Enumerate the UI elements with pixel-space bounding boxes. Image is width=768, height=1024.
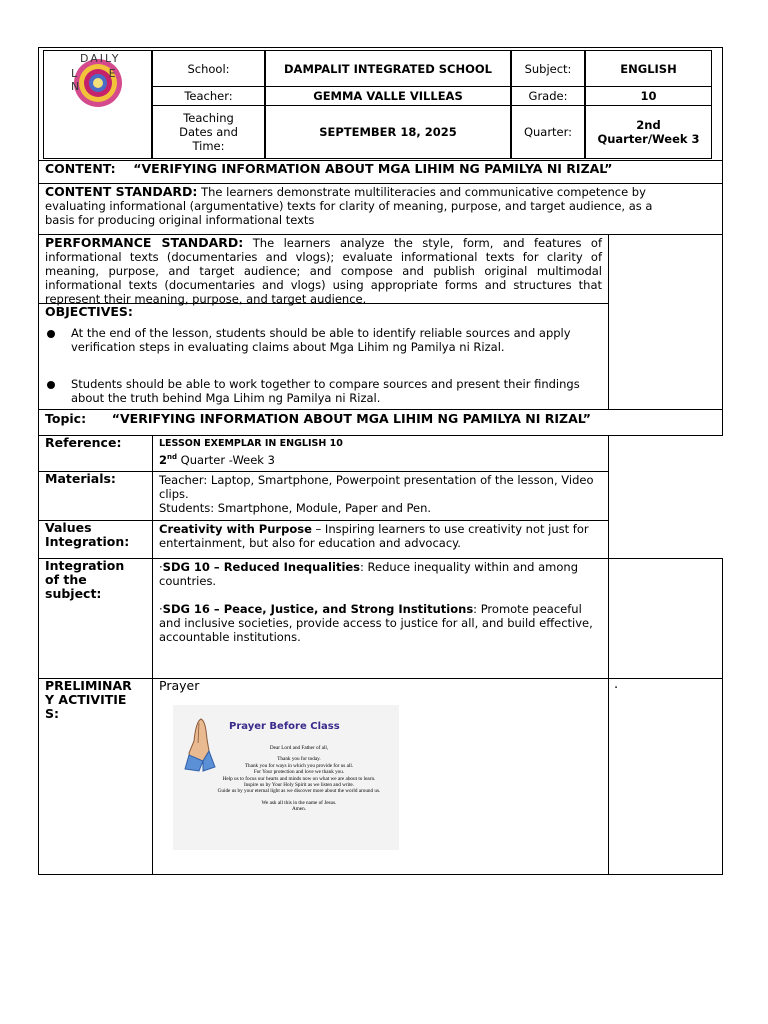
sdg10-text: ·SDG 10 – Reduced Inequalities: Reduce inequality within and among countries. [159, 560, 579, 588]
prayer-card-image [173, 705, 399, 850]
reference-value-cell [152, 435, 609, 472]
logo-text-top: DAILY [80, 52, 121, 65]
values-bold: Creativity with Purpose [159, 522, 312, 536]
topic-row [38, 409, 723, 436]
reference-line2: 2nd Quarter -Week 3 [159, 452, 275, 467]
side-mark: . [614, 677, 619, 692]
materials-label-cell [38, 471, 153, 521]
content-standard-text: The learners demonstrate multiliteracies and communicative competence by evaluating informational (argumentative) texts for clarity of meaning, purpose, and target audience, as a basis for producing original informational texts [45, 185, 653, 227]
materials-students: Students: Smartphone, Module, Paper and Pen. [159, 501, 432, 515]
objectives-cell [38, 303, 609, 410]
integration-label: Integration of the subject: [45, 558, 125, 601]
prayer-card-title: Prayer Before Class [229, 721, 340, 732]
teacher-value: GEMMA VALLE VILLEAS [265, 86, 511, 106]
integration-label-cell [38, 558, 153, 679]
materials-label: Materials: [45, 471, 116, 486]
quarter-value: 2nd Quarter/Week 3 [585, 105, 712, 159]
integration-side-cell [608, 558, 723, 679]
logo-text-side: L E N [71, 67, 130, 93]
preliminary-label-cell [38, 678, 153, 875]
objectives-label: OBJECTIVES: [45, 304, 133, 319]
materials-teacher: Teacher: Laptop, Smartphone, Powerpoint presentation of the lesson, Video clips. [159, 473, 594, 501]
content-standard-label: CONTENT STANDARD: [45, 184, 198, 199]
side-blank-cell [608, 234, 723, 410]
performance-standard-text: The learners analyze the style, form, and features of informational texts (documentaries and vlogs); evaluate informational texts for clarity of meaning, purpose, and target audience; and compose and publish original multimodal informational texts (documentaries and vlogs) using appropriate forms and structures that represent their meaning, purpose, and target audience. [45, 236, 603, 306]
integration-value-cell [152, 558, 609, 679]
content-label: CONTENT: [45, 161, 116, 176]
objective-item: Students should be able to work together to compare sources and present their findings about the truth behind Mga Lihim ng Pamilya ni Rizal. [71, 377, 580, 405]
dates-value: SEPTEMBER 18, 2025 [265, 105, 511, 159]
reference-line1: LESSON EXEMPLAR IN ENGLISH 10 [159, 438, 343, 449]
bullet-icon [47, 330, 55, 338]
bullet-icon [47, 381, 55, 389]
school-label: School: [152, 50, 265, 87]
prayer-label: Prayer [159, 678, 200, 693]
values-label: Values Integration: [45, 520, 130, 549]
preliminary-label: PRELIMINARY ACTIVITIES: [45, 678, 132, 721]
subject-value: ENGLISH [585, 50, 712, 87]
content-value: “VERIFYING INFORMATION ABOUT MGA LIHIM NG PAMILYA NI RIZAL” [133, 161, 613, 176]
objective-item: At the end of the lesson, students should be able to identify reliable sources and apply verification steps in evaluating claims about Mga Lihim ng Pamilya ni Rizal. [71, 326, 571, 354]
values-label-cell [38, 520, 153, 559]
dates-label: Teaching Dates and Time: [152, 105, 265, 159]
teacher-label: Teacher: [152, 86, 265, 106]
quarter-label: Quarter: [511, 105, 585, 159]
prayer-card-body: Dear Lord and Father of all, Thank you for today. Thank you for ways in which you provide for us all. For Your protection and love we thank you. Help us to focus our hearts and minds now on what we are about to learn. Inspire us by Your Holy Spirit as we listen and write. Guide us by your eternal light as we discover more about the world around us. We ask all this in the name of Jesus. Amen. [217, 745, 381, 813]
values-value-cell [152, 520, 609, 559]
values-text: – Inspiring learners to use creativity not just for entertainment, but also for education and advocacy. [159, 522, 589, 550]
content-standard-row [38, 183, 723, 235]
performance-standard-label: PERFORMANCE STANDARD: [45, 235, 244, 250]
content-row [38, 160, 723, 184]
grade-label: Grade: [511, 86, 585, 106]
reference-label: Reference: [45, 435, 122, 450]
sdg16-text: ·SDG 16 – Peace, Justice, and Strong Institutions: Promote peaceful and inclusive societies, provide access to justice for all, and build effective, accountable institutions. [159, 602, 593, 644]
preliminary-side-cell [608, 678, 723, 875]
subject-label: Subject: [511, 50, 585, 87]
topic-value: “VERIFYING INFORMATION ABOUT MGA LIHIM NG PAMILYA NI RIZAL” [111, 411, 591, 426]
reference-label-cell [38, 435, 153, 472]
topic-label: Topic: [45, 411, 87, 426]
preliminary-value-cell [152, 678, 609, 875]
logo-cell [43, 50, 152, 159]
performance-standard-cell [38, 234, 609, 304]
grade-value: 10 [585, 86, 712, 106]
materials-value-cell [152, 471, 609, 521]
school-value: DAMPALIT INTEGRATED SCHOOL [265, 50, 511, 87]
